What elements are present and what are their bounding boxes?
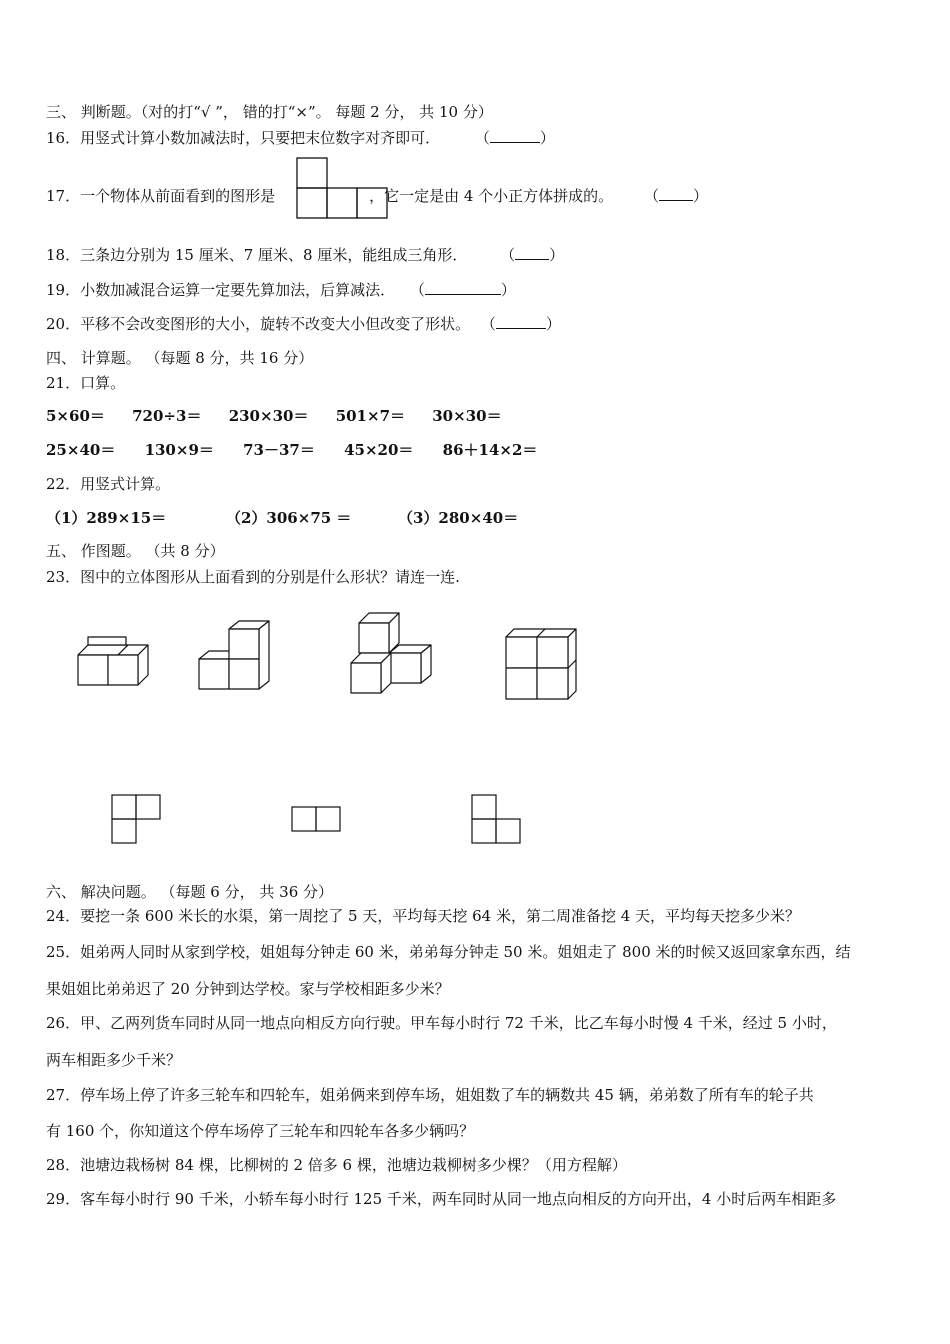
question-25-line-1: 25．姐弟两人同时从家到学校，姐姐每分钟走 60 米，弟弟每分钟走 50 米。姐姐走了 800 米的时候又返回家拿东西，结 (46, 943, 851, 961)
mental-math-item: 720÷3＝ (132, 407, 202, 425)
mental-math-item: 230×30＝ (228, 407, 309, 425)
answer-paren-open: （ (480, 315, 496, 333)
question-29: 29．客车每小时行 90 千米，小轿车每小时行 125 千米，两车同时从同一地点向相反的方向开出，4 小时后两车相距多 (46, 1190, 837, 1208)
solid-figure-4 (504, 627, 580, 701)
question-19 (46, 280, 516, 300)
question-24: 24．要挖一条 600 米长的水渠，第一周挖了 5 天，平均每天挖 64 米，第二周准备挖 4 天，平均每天挖多少米？ (46, 907, 801, 925)
answer-paren-close: ） (539, 129, 555, 147)
question-21-title: 21．口算。 (46, 374, 126, 392)
mental-math-item: 86＋14×2＝ (442, 441, 538, 459)
mental-math-item: 5×60＝ (46, 407, 105, 425)
answer-paren-open: （ (409, 281, 425, 299)
question-17-before: 17．一个物体从前面看到的图形是 (46, 187, 276, 205)
question-16-text: 16．用竖式计算小数加减法时，只要把末位数字对齐即可． (46, 129, 441, 147)
answer-paren-close: ） (500, 281, 516, 299)
answer-paren-open: （ (643, 187, 659, 205)
vertical-calc-3: （3）280×40＝ (398, 509, 519, 527)
solid-figure-2 (198, 619, 272, 693)
question-25-line-2: 果姐姐比弟弟迟了 20 分钟到达学校。家与学校相距多少米？ (46, 980, 450, 998)
mental-math-row-2 (46, 440, 537, 460)
question-18 (46, 245, 564, 265)
vertical-calc-1: （1）289×15＝ (46, 509, 167, 527)
question-27-line-2: 有 160 个，你知道这个停车场停了三轮车和四轮车各多少辆吗？ (46, 1122, 475, 1140)
answer-paren-close: ） (545, 315, 561, 333)
question-16 (46, 128, 555, 148)
mental-math-item: 30×30＝ (432, 407, 502, 425)
question-26-line-1: 26．甲、乙两列货车同时从同一地点向相反方向行驶。甲车每小时行 72 千米，比乙车每小时慢 4 千米，经过 5 小时， (46, 1014, 837, 1032)
question-28: 28．池塘边栽杨树 84 棵，比柳树的 2 倍多 6 棵，池塘边栽柳树多少棵？（用方程解） (46, 1156, 627, 1174)
solid-figure-3 (349, 611, 433, 695)
question-19-text: 19．小数加减混合运算一定要先算加法，后算减法． (46, 281, 396, 299)
answer-blank[interactable] (490, 128, 540, 143)
question-17-after: ，它一定是由 4 个小正方体拼成的。 (369, 187, 614, 205)
vertical-calc-2: （2）306×75 ＝ (226, 509, 352, 527)
mental-math-item: 45×20＝ (344, 441, 414, 459)
mental-math-item: 501×7＝ (335, 407, 406, 425)
front-view-figure (296, 157, 392, 221)
question-27-line-1: 27．停车场上停了许多三轮车和四轮车，姐弟俩来到停车场，姐姐数了车的辆数共 45 辆，弟弟数了所有车的轮子共 (46, 1086, 814, 1104)
answer-paren-open: （ (500, 246, 516, 264)
mental-math-item: 130×9＝ (144, 441, 214, 459)
answer-paren-close: ） (549, 246, 565, 264)
question-23: 23．图中的立体图形从上面看到的分别是什么形状？请连一连. (46, 568, 460, 586)
answer-blank[interactable] (425, 280, 501, 295)
section-3-heading: 三、 判断题。（对的打“√ ”， 错的打“×”。 每题 2 分， 共 10 分） (46, 103, 493, 121)
top-view-1 (111, 794, 163, 846)
question-22-title: 22．用竖式计算。 (46, 475, 171, 493)
answer-paren-close: ） (692, 187, 708, 205)
solid-figure-1 (76, 635, 152, 690)
answer-blank[interactable] (496, 314, 546, 329)
question-20 (46, 314, 561, 334)
question-18-text: 18．三条边分别为 15 厘米、7 厘米、8 厘米，能组成三角形． (46, 246, 468, 264)
top-view-2 (291, 806, 343, 834)
mental-math-item: 73－37＝ (243, 441, 315, 459)
section-4-heading: 四、 计算题。 （每题 8 分，共 16 分） (46, 349, 314, 367)
question-26-line-2: 两车相距多少千米？ (46, 1051, 182, 1069)
mental-math-item: 25×40＝ (46, 441, 116, 459)
answer-paren-open: （ (474, 129, 490, 147)
top-view-3 (471, 794, 523, 846)
question-20-text: 20．平移不会改变图形的大小，旋转不改变大小但改变了形状。 (46, 315, 471, 333)
section-6-heading: 六、 解决问题。 （每题 6 分， 共 36 分） (46, 883, 334, 901)
answer-blank[interactable] (515, 245, 549, 260)
mental-math-row-1 (46, 406, 502, 426)
answer-blank[interactable] (659, 186, 693, 201)
section-5-heading: 五、 作图题。 （共 8 分） (46, 542, 225, 560)
